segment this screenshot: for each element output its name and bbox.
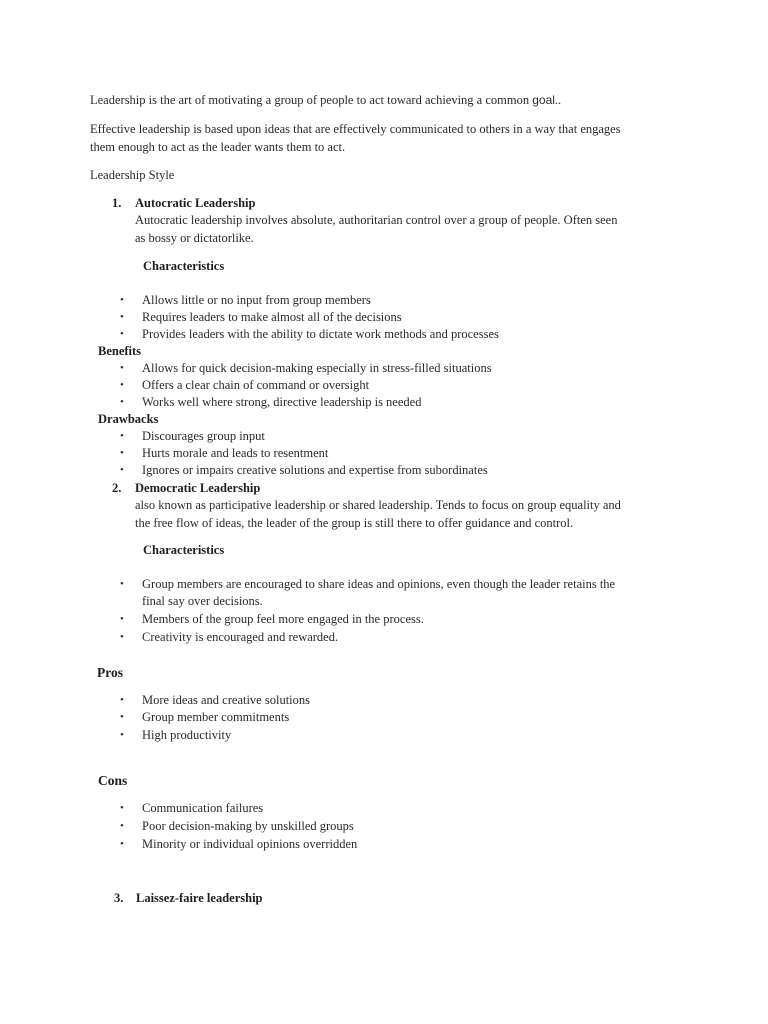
pros-heading: Pros (97, 665, 123, 680)
list-item: Creativity is encouraged and rewarded. (142, 630, 339, 644)
list-item: Offers a clear chain of command or oversight (142, 378, 370, 392)
bullet-icon: • (120, 311, 124, 323)
democratic-desc-line-2: the free flow of ideas, the leader of the group is still there to offer guidance and control. (135, 516, 574, 530)
bullet-icon: • (120, 362, 124, 374)
bullet-icon: • (120, 396, 124, 408)
list-item: Group members are encouraged to share ideas and opinions, even though the leader retains the (142, 577, 616, 591)
intro-para-2-line-1: Effective leadership is based upon ideas that are effectively communicated to others in a way that engages (90, 122, 621, 136)
bullet-icon: • (120, 430, 124, 442)
list-item: Poor decision-making by unskilled groups (142, 819, 354, 833)
bullet-icon: • (120, 379, 124, 391)
bullet-icon: • (120, 294, 124, 306)
bullet-icon: • (120, 694, 124, 706)
list-item: Hurts morale and leads to resentment (142, 446, 329, 460)
list-item: Minority or individual opinions overridden (142, 837, 358, 851)
bullet-icon: • (120, 729, 124, 741)
democratic-number: 2. (112, 481, 122, 495)
goal-word: goal (532, 93, 555, 107)
list-item: Allows little or no input from group members (142, 293, 371, 307)
drawbacks-heading: Drawbacks (98, 412, 159, 426)
cons-heading: Cons (98, 773, 128, 788)
bullet-icon: • (120, 447, 124, 459)
autocratic-desc-line-1: Autocratic leadership involves absolute, authoritarian control over a group of people. Often seen (135, 213, 618, 227)
autocratic-characteristics-heading: Characteristics (143, 259, 225, 273)
list-item: High productivity (142, 728, 232, 742)
list-item: Communication failures (142, 801, 264, 815)
autocratic-number: 1. (112, 196, 122, 210)
laissez-number: 3. (114, 891, 124, 905)
list-item: Members of the group feel more engaged in the process. (142, 612, 424, 626)
list-item: Provides leaders with the ability to dictate work methods and processes (142, 327, 499, 341)
bullet-icon: • (120, 464, 124, 476)
laissez-title: Laissez-faire leadership (136, 891, 263, 905)
list-item: Ignores or impairs creative solutions and expertise from subordinates (142, 463, 488, 477)
intro-para-2-line-2: them enough to act as the leader wants them to act. (90, 140, 346, 154)
democratic-desc-line-1: also known as participative leadership or shared leadership. Tends to focus on group equality and (135, 498, 621, 512)
democratic-title: Democratic Leadership (135, 481, 261, 495)
bullet-icon: • (120, 578, 124, 590)
bullet-icon: • (120, 820, 124, 832)
list-item: Discourages group input (142, 429, 265, 443)
bullet-icon: • (120, 328, 124, 340)
leadership-style-label: Leadership Style (90, 168, 175, 182)
autocratic-title: Autocratic Leadership (135, 196, 256, 210)
list-item: Group member commitments (142, 710, 290, 724)
bullet-icon: • (120, 838, 124, 850)
list-item: Works well where strong, directive leadership is needed (142, 395, 422, 409)
bullet-icon: • (120, 613, 124, 625)
list-item: More ideas and creative solutions (142, 693, 311, 707)
benefits-heading: Benefits (98, 344, 142, 358)
bullet-icon: • (120, 631, 124, 643)
democratic-characteristics-heading: Characteristics (143, 543, 225, 557)
bullet-icon: • (120, 711, 124, 723)
bullet-icon: • (120, 802, 124, 814)
list-item-continuation: final say over decisions. (142, 594, 263, 608)
list-item: Allows for quick decision-making especially in stress-filled situations (142, 361, 492, 375)
intro-line-1: Leadership is the art of motivating a group of people to act toward achieving a common goal.. (90, 93, 562, 107)
list-item: Requires leaders to make almost all of the decisions (142, 310, 402, 324)
autocratic-desc-line-2: as bossy or dictatorlike. (135, 231, 254, 245)
